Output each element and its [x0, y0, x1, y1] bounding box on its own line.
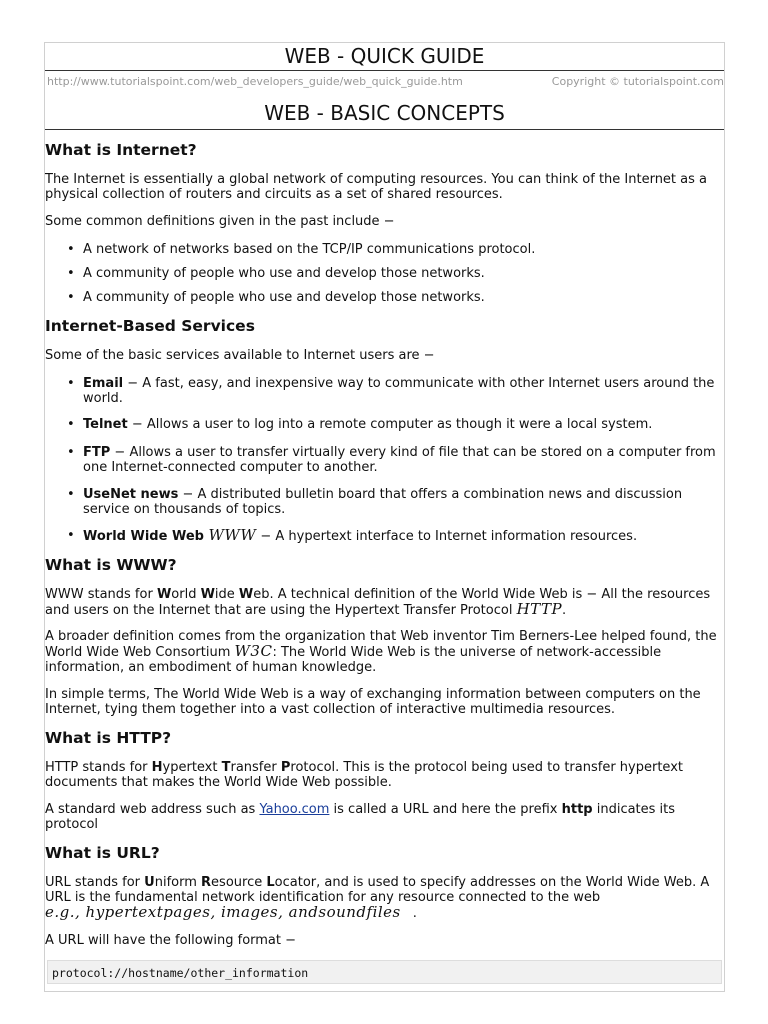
term: Telnet — [83, 417, 128, 432]
list-item — [45, 417, 724, 432]
copyright-notice: Copyright © tutorialspoint.com — [551, 75, 724, 88]
list-item — [45, 528, 724, 544]
math-w3c: W3C — [234, 642, 273, 660]
description: − Allows a user to log into a remote computer as though it were a local system. — [127, 417, 653, 432]
list-item: • A network of networks based on the TCP/IP communications protocol. — [45, 242, 724, 257]
paragraph: Some common definitions given in the past include − — [45, 214, 395, 229]
yahoo-link[interactable]: Yahoo.com — [259, 802, 330, 817]
list-item — [45, 487, 724, 517]
paragraph: A standard web address such as Yahoo.com is called a URL and here the prefix http indicates its protocol — [45, 802, 676, 832]
description: − Allows a user to transfer virtually every kind of file that can be stored on a computer from one Internet-connected computer to another. — [83, 445, 716, 475]
heading-what-is-url: What is URL? — [45, 844, 160, 862]
section-divider — [45, 129, 724, 130]
description: − A distributed bulletin board that offers a combination news and discussion service on thousands of topics. — [83, 487, 683, 517]
document-title: WEB - QUICK GUIDE — [284, 44, 485, 68]
definitions-list — [45, 242, 724, 305]
heading-internet-services: Internet-Based Services — [45, 317, 255, 335]
math-www: WWW — [208, 526, 257, 544]
description: − A hypertext interface to Internet information resources. — [256, 529, 638, 544]
list-item: • A community of people who use and develop those networks. — [45, 290, 724, 305]
paragraph: HTTP stands for Hypertext Transfer Protocol. This is the protocol being used to transfer hypertext documents that makes the World Wide Web possible. — [45, 760, 683, 790]
math-http: HTTP — [516, 600, 563, 618]
heading-what-is-http: What is HTTP? — [45, 729, 172, 747]
source-url: http://www.tutorialspoint.com/web_developers_guide/web_quick_guide.htm — [47, 75, 463, 88]
heading-what-is-internet: What is Internet? — [45, 141, 197, 159]
term: Email — [83, 376, 124, 391]
description: − A fast, easy, and inexpensive way to communicate with other Internet users around the world. — [83, 376, 715, 406]
paragraph: In simple terms, The World Wide Web is a way of exchanging information between computers on the Internet, tying them together into a vast collection of interactive multimedia resources. — [45, 687, 701, 717]
list-item: • A community of people who use and develop those networks. — [45, 266, 724, 281]
paragraph: A broader definition comes from the organization that Web inventor Tim Berners-Lee helped found, the World Wide Web Consortium W3C: The World Wide Web is the universe of network-accessible information, an embodiment of human knowledge. — [45, 629, 717, 675]
code-block: protocol://hostname/other_information — [47, 960, 722, 984]
section-title: WEB - BASIC CONCEPTS — [264, 101, 505, 125]
paragraph: The Internet is essentially a global network of computing resources. You can think of the Internet as a physical collection of routers and circuits as a set of shared resources. — [45, 172, 707, 202]
heading-what-is-www: What is WWW? — [45, 556, 177, 574]
paragraph: Some of the basic services available to Internet users are − — [45, 348, 435, 363]
math-example: e.g., hypertextpages, images, andsoundfiles — [45, 903, 401, 921]
paragraph: WWW stands for World Wide Web. A technical definition of the World Wide Web is − All the resources and users on the Internet that are using the Hypertext Transfer Protocol HTTP. — [45, 587, 711, 618]
term: FTP — [83, 445, 111, 460]
list-item — [45, 376, 724, 406]
paragraph: A URL will have the following format − — [45, 933, 297, 948]
term: World Wide Web — [83, 529, 209, 544]
document-page — [44, 42, 725, 992]
term: UseNet news — [83, 487, 179, 502]
title-divider — [45, 70, 724, 71]
paragraph: URL stands for Uniform Resource Locator, and is used to specify addresses on the World Wide Web. A URL is the fundamental network identification for any resource connected to the web e.g., hypertextpages, images, andsoundfiles . — [45, 875, 710, 921]
list-item — [45, 445, 724, 475]
